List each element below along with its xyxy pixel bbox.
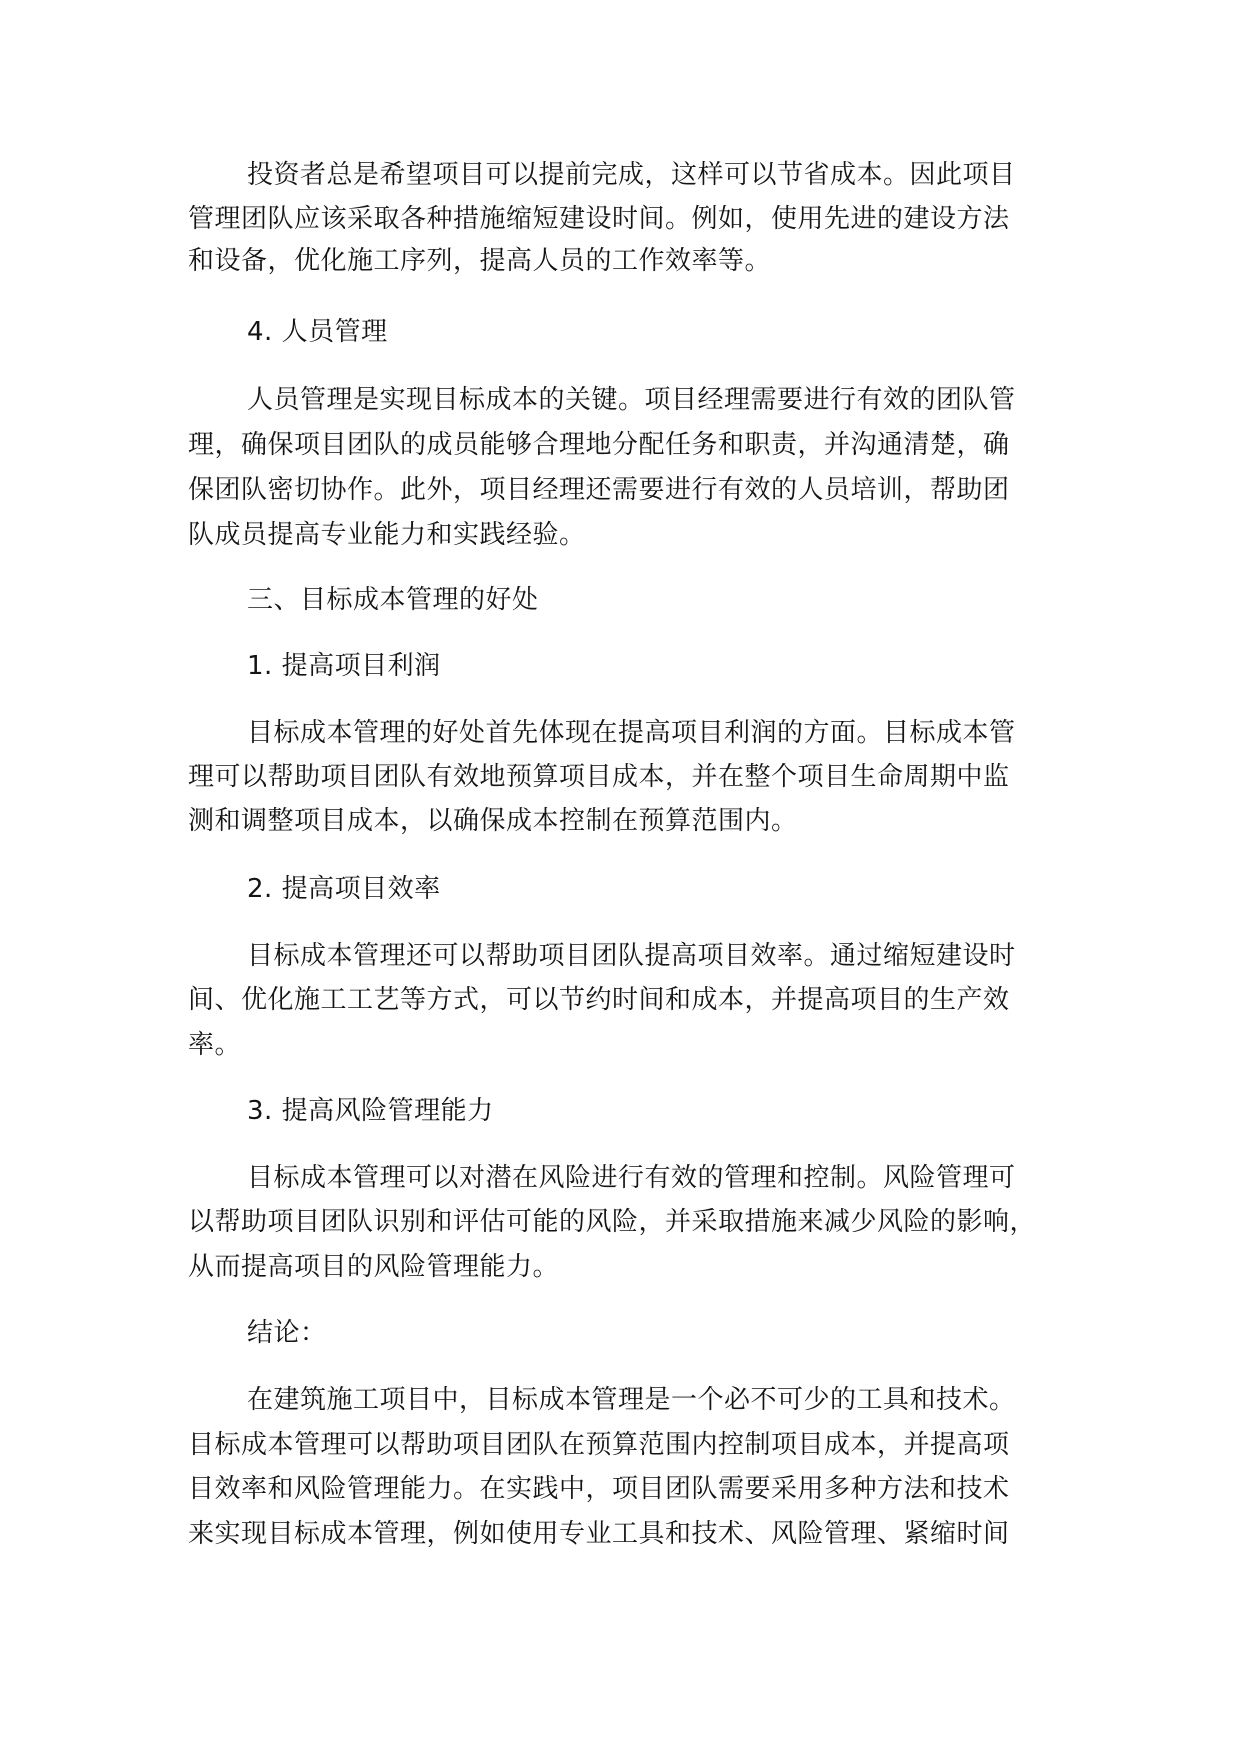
paragraph-line: 人员管理是实现目标成本的关键。项目经理需要进行有效的团队管 <box>247 385 1016 415</box>
paragraph-line: 目标成本管理可以对潜在风险进行有效的管理和控制。风险管理可 <box>247 1163 1016 1193</box>
paragraph-line: 保团队密切协作。此外，项目经理还需要进行有效的人员培训，帮助团 <box>188 475 1010 505</box>
paragraph-line: 理可以帮助项目团队有效地预算项目成本，并在整个项目生命周期中监 <box>188 762 1010 792</box>
section-heading: 结论： <box>247 1318 327 1348</box>
paragraph-line: 目标成本管理可以帮助项目团队在预算范围内控制项目成本，并提高项 <box>188 1430 1010 1460</box>
section-heading: 2. 提高项目效率 <box>247 874 441 904</box>
paragraph-line: 从而提高项目的风险管理能力。 <box>188 1252 560 1282</box>
paragraph-line: 投资者总是希望项目可以提前完成，这样可以节省成本。因此项目 <box>247 160 1016 190</box>
paragraph-line: 队成员提高专业能力和实践经验。 <box>188 520 586 550</box>
paragraph-line: 间、优化施工工艺等方式，可以节约时间和成本，并提高项目的生产效 <box>188 985 1010 1015</box>
paragraph-line: 目标成本管理的好处首先体现在提高项目利润的方面。目标成本管 <box>247 718 1016 748</box>
section-heading: 4. 人员管理 <box>247 317 388 347</box>
paragraph-line: 和设备，优化施工序列，提高人员的工作效率等。 <box>188 246 772 276</box>
paragraph-line: 在建筑施工项目中，目标成本管理是一个必不可少的工具和技术。 <box>247 1385 1016 1415</box>
paragraph-line: 目效率和风险管理能力。在实践中，项目团队需要采用多种方法和技术 <box>188 1474 1010 1504</box>
paragraph-line: 率。 <box>188 1030 242 1060</box>
paragraph-line: 理，确保项目团队的成员能够合理地分配任务和职责，并沟通清楚，确 <box>188 430 1010 460</box>
section-heading: 3. 提高风险管理能力 <box>247 1096 494 1126</box>
paragraph-line: 以帮助项目团队识别和评估可能的风险，并采取措施来减少风险的影响， <box>188 1207 1037 1237</box>
paragraph-line: 管理团队应该采取各种措施缩短建设时间。例如，使用先进的建设方法 <box>188 204 1010 234</box>
section-heading: 三、目标成本管理的好处 <box>247 585 539 615</box>
paragraph-line: 测和调整项目成本，以确保成本控制在预算范围内。 <box>188 806 798 836</box>
section-heading: 1. 提高项目利润 <box>247 651 441 681</box>
paragraph-line: 来实现目标成本管理，例如使用专业工具和技术、风险管理、紧缩时间 <box>188 1519 1010 1549</box>
paragraph-line: 目标成本管理还可以帮助项目团队提高项目效率。通过缩短建设时 <box>247 941 1016 971</box>
